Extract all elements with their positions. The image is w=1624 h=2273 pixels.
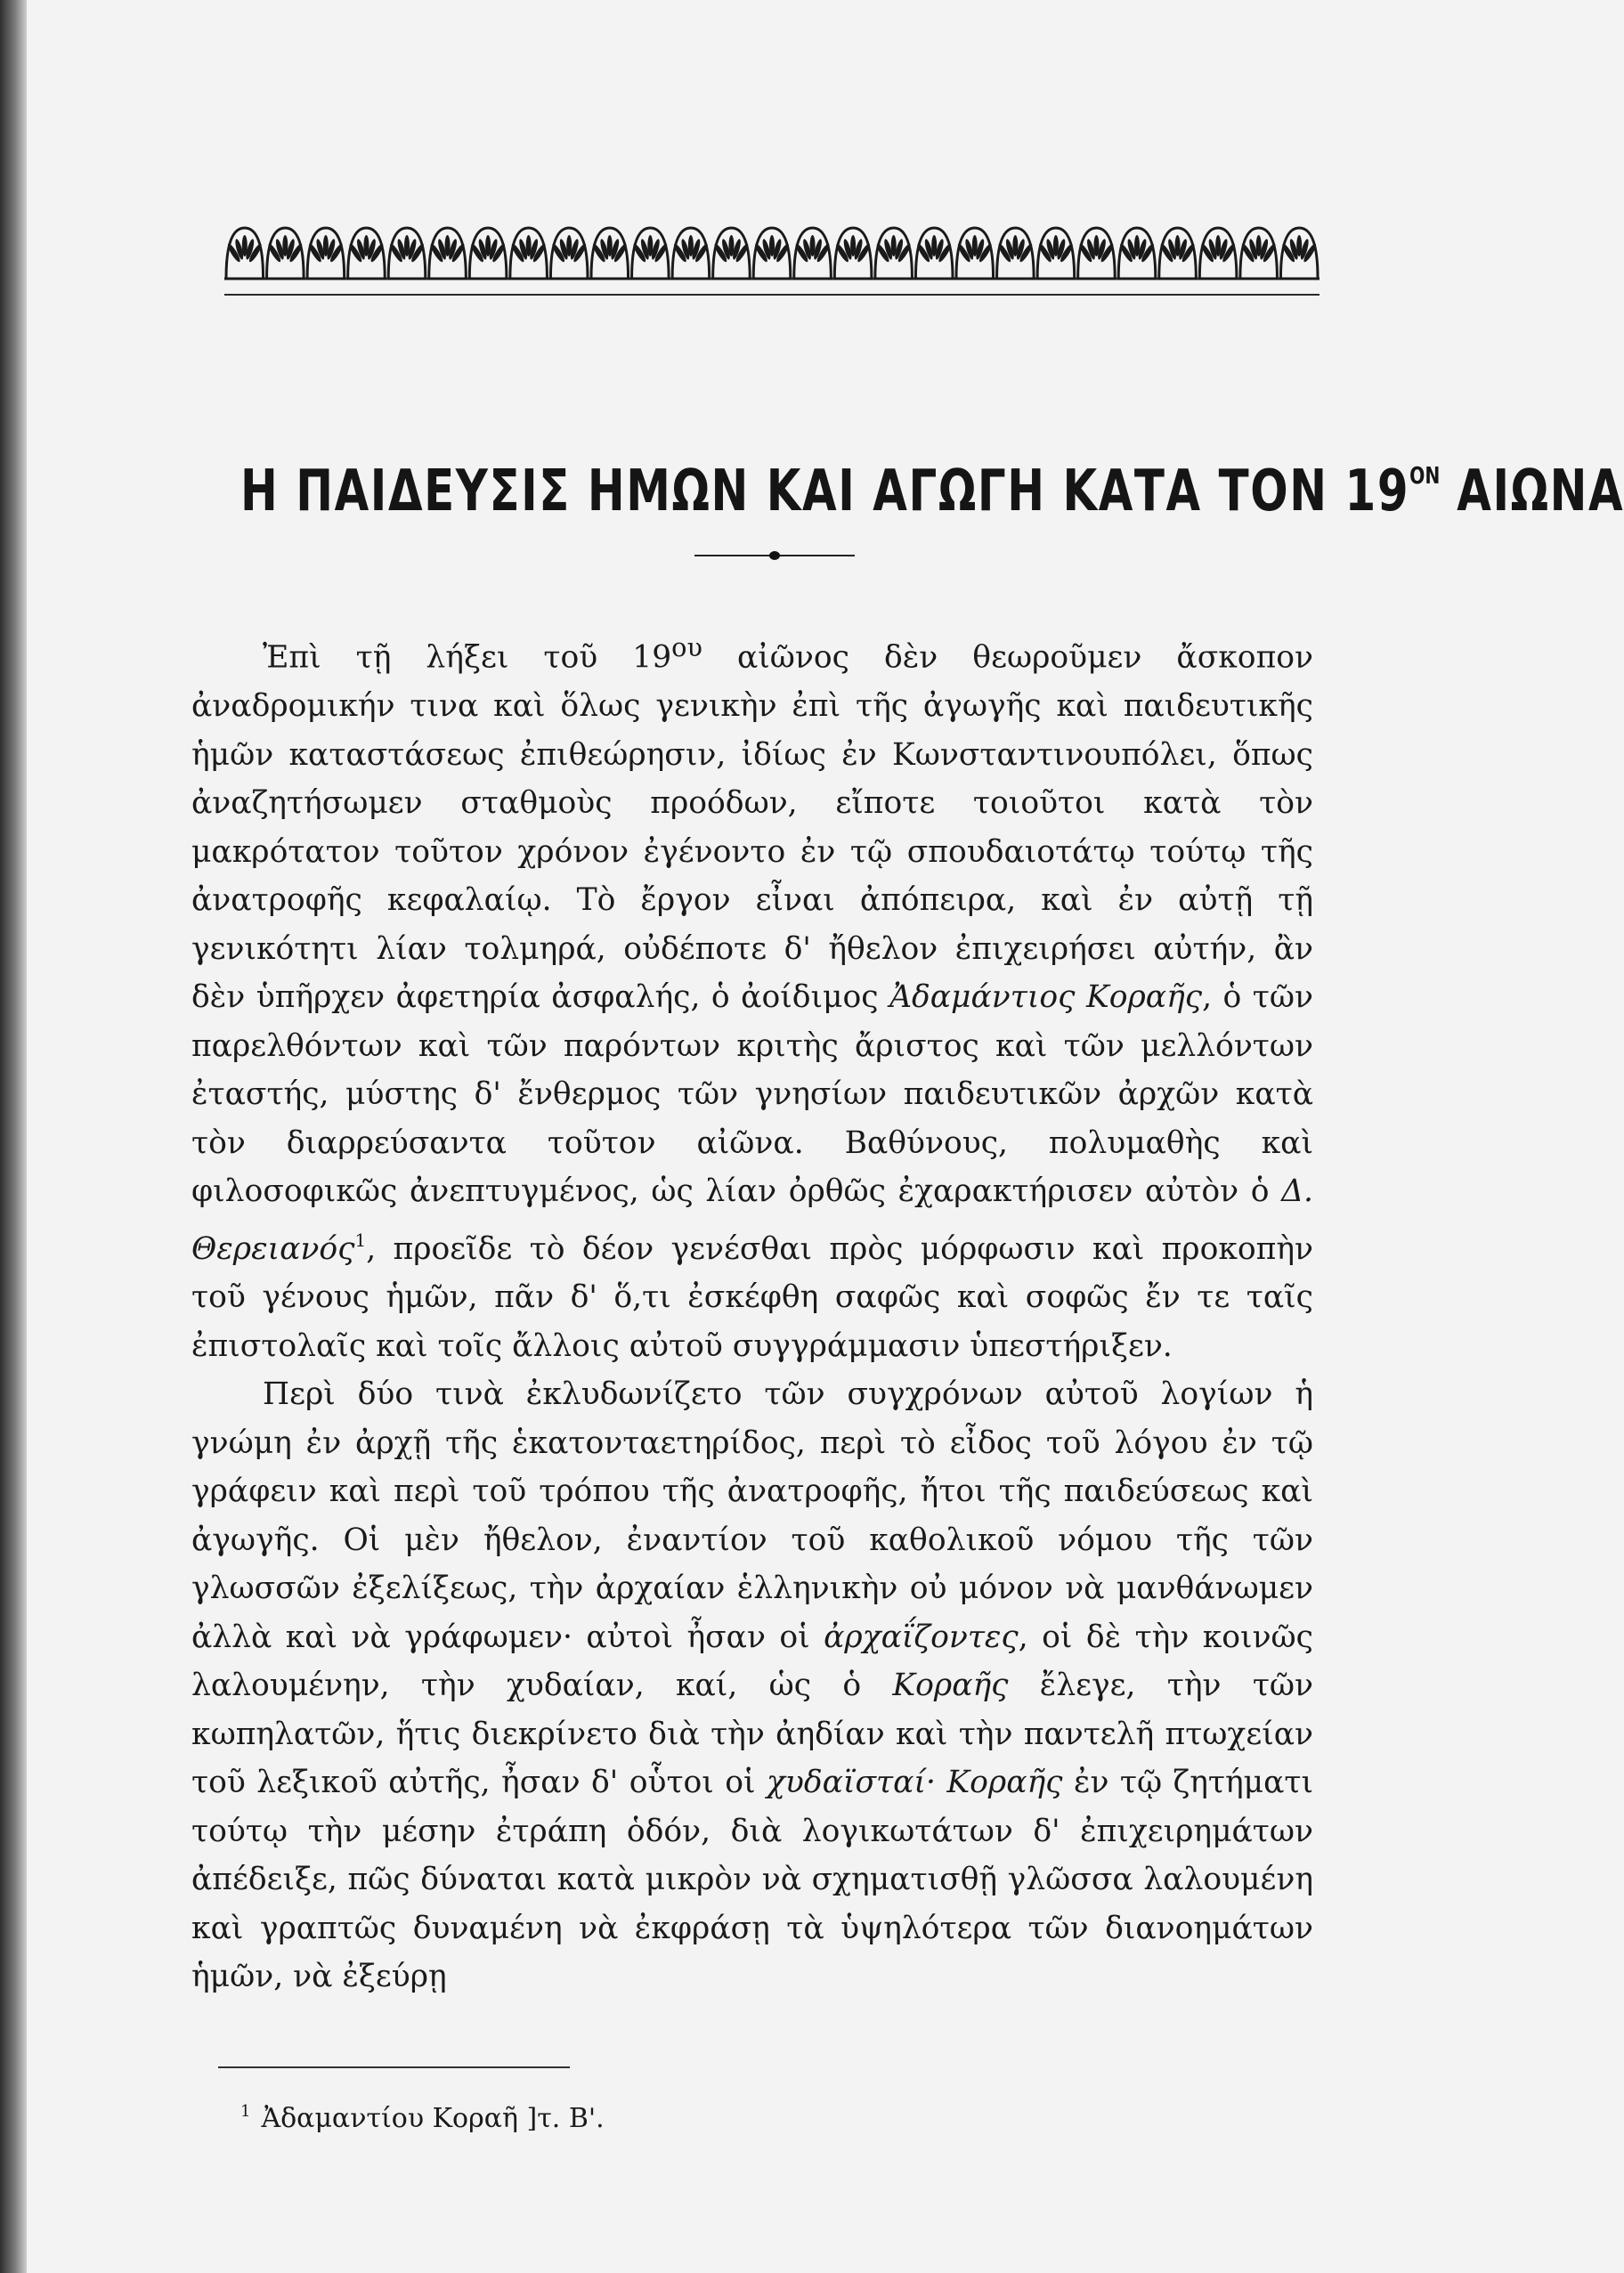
article-body	[191, 623, 1313, 2001]
palmette-ornament	[265, 228, 306, 279]
footnote	[240, 2094, 605, 2137]
palmette-ornament	[1198, 228, 1238, 279]
palmette-ornament	[548, 228, 589, 279]
palmette-ornament	[589, 228, 630, 279]
palmette-ornament	[1157, 228, 1198, 279]
title-divider	[694, 545, 855, 566]
palmette-ornament	[711, 228, 752, 279]
footnote-number: 1	[240, 2102, 251, 2121]
decorative-ornament-band	[224, 223, 1320, 283]
palmette-ornament	[1035, 228, 1076, 279]
ornament-rule	[224, 294, 1320, 296]
palmette-ornament	[1076, 228, 1117, 279]
palmette-ornament	[386, 228, 427, 279]
palmette-ornament	[1279, 228, 1320, 279]
palmette-ornament	[508, 228, 549, 279]
footnote-reference: 1	[354, 1229, 367, 1251]
palmette-ornament	[1116, 228, 1157, 279]
title-superscript: ΟΝ	[1409, 463, 1441, 490]
palmette-ornament	[427, 228, 468, 279]
palmette-ornament	[914, 228, 954, 279]
page-title: Η ΠΑΙΔΕΥΣΙΣ ΗΜΩΝ ΚΑΙ ΑΓΩΓΗ ΚΑΤΑ ΤΟΝ $19^{ON}$ ΑΙΩΝΑ	[240, 459, 1624, 524]
book-spine-shadow	[0, 0, 27, 2273]
paragraph-2: Περὶ δύο τινὰ ἐκλυδωνίζετο τῶν συγχρόνων αὐτοῦ λογίων ἡ γνώμη ἐν ἀρχῇ τῆς ἑκατονταετηρίδος, περὶ τὸ εἶδος τοῦ λόγου ἐν τῷ γράφειν καὶ περὶ τοῦ τρόπου τῆς ἀνατροφῆς, ἤτοι τῆς παιδεύσεως καὶ ἀγωγῆς. Οἱ μὲν ἤθελον, ἐναντίον τοῦ καθολικοῦ νόμου τῆς τῶν γλωσσῶν ἐξελίξεως, τὴν ἀρχαίαν ἑλληνικὴν οὐ μόνον νὰ μανθάνωμεν ἀλλὰ καὶ νὰ γράφωμεν· αὐτοὶ ἦσαν οἱ ἀρχαΐζοντες, οἱ δὲ τὴν κοινῶς λαλουμένην, τὴν χυδαίαν, καί, ὡς ὁ Κοραῆς ἔλεγε, τὴν τῶν κωπηλατῶν, ἥτις διεκρίνετο διὰ τὴν ἀηδίαν καὶ τὴν παντελῆ πτωχείαν τοῦ λεξικοῦ αὐτῆς, ἦσαν δ' οὗτοι οἱ χυδαϊσταί· Κοραῆς ἐν τῷ ζητήματι τούτῳ τὴν μέσην ἐτράπη ὁδόν, διὰ λογικωτάτων δ' ἐπιχειρημάτων ἀπέδειξε, πῶς δύναται κατὰ μικρὸν νὰ σχηματισθῇ γλῶσσα λαλουμένη καὶ γραπτῶς δυναμένη νὰ ἐκφράσῃ τὰ ὑψηλότερα τῶν διανοημάτων ἡμῶν, νὰ ἐξεύρῃ	[191, 1376, 1314, 1994]
palmette-ornament	[995, 228, 1036, 279]
footnote-rule	[218, 2066, 570, 2068]
palmette-ornament	[670, 228, 711, 279]
palmette-ornament	[467, 228, 508, 279]
palmette-ornament	[305, 228, 346, 279]
palmette-ornament	[751, 228, 792, 279]
palmette-ornament	[346, 228, 387, 279]
palmette-ornament	[630, 228, 671, 279]
palmette-ornament	[792, 228, 833, 279]
name-korais: Ἀδαμάντιος Κοραῆς	[889, 979, 1203, 1015]
footnote-text: Ἀδαμαντίου Κοραῆ ]τ. Β'.	[261, 2103, 605, 2134]
palmette-ornament	[1238, 228, 1279, 279]
palmette-ornament	[954, 228, 995, 279]
palmette-ornament	[873, 228, 914, 279]
palmette-ornament	[224, 228, 265, 279]
paragraph-1: Ἐπὶ τῇ λήξει τοῦ $19^{o\upsilon}$ αἰῶνος δὲν θεωροῦμεν ἄσκοπον ἀναδρομικήν τινα καὶ ὅλως γενικὴν ἐπὶ τῆς ἀγωγῆς καὶ παιδευτικῆς ἡμῶν καταστάσεως ἐπιθεώρησιν, ἰδίως ἐν Κωνσταντινουπόλει, ὅπως ἀναζητήσωμεν σταθμοὺς προόδων, εἴποτε τοιοῦτοι κατὰ τὸν μακρότατον τοῦτον χρόνον ἐγένοντο ἐν τῷ σπουδαιοτάτῳ τούτῳ τῆς ἀνατροφῆς κεφαλαίῳ. Τὸ ἔργον εἶναι ἀπόπειρα, καὶ ἐν αὐτῇ τῇ γενικότητι λίαν τολμηρά, οὐδέποτε δ' ἤθελον ἐπιχειρήσει αὐτήν, ἂν δὲν ὑπῆρχεν ἀφετηρία ἀσφαλής, ὁ ἀοίδιμος Ἀδαμάντιος Κοραῆς, ὁ τῶν παρελθόντων καὶ τῶν παρόντων κριτὴς ἄριστος καὶ τῶν μελλόντων ἐταστής, μύστης δ' ἔνθερμος τῶν γνησίων παιδευτικῶν ἀρχῶν κατὰ τὸν διαρρεύσαντα τοῦτον αἰῶνα. Βαθύνους, πολυμαθὴς καὶ φιλοσοφικῶς ἀνεπτυγμένος, ὡς λίαν ὀρθῶς ἐχαρακτήρισεν αὐτὸν ὁ Δ. Θερειανός$^1$, προεῖδε τὸ δέον γενέσθαι πρὸς μόρφωσιν καὶ προκοπὴν τοῦ γένους ἡμῶν, πᾶν δ' ὅ,τι ἐσκέφθη σαφῶς καὶ σοφῶς ἔν τε ταῖς ἐπιστολαῖς καὶ τοῖς ἄλλοις αὐτοῦ συγγράμμασιν ὑπεστήριξεν.	[191, 632, 1313, 1364]
palmette-ornament	[832, 228, 873, 279]
name-thereianos: Δ. Θερειανός	[191, 1173, 1313, 1267]
